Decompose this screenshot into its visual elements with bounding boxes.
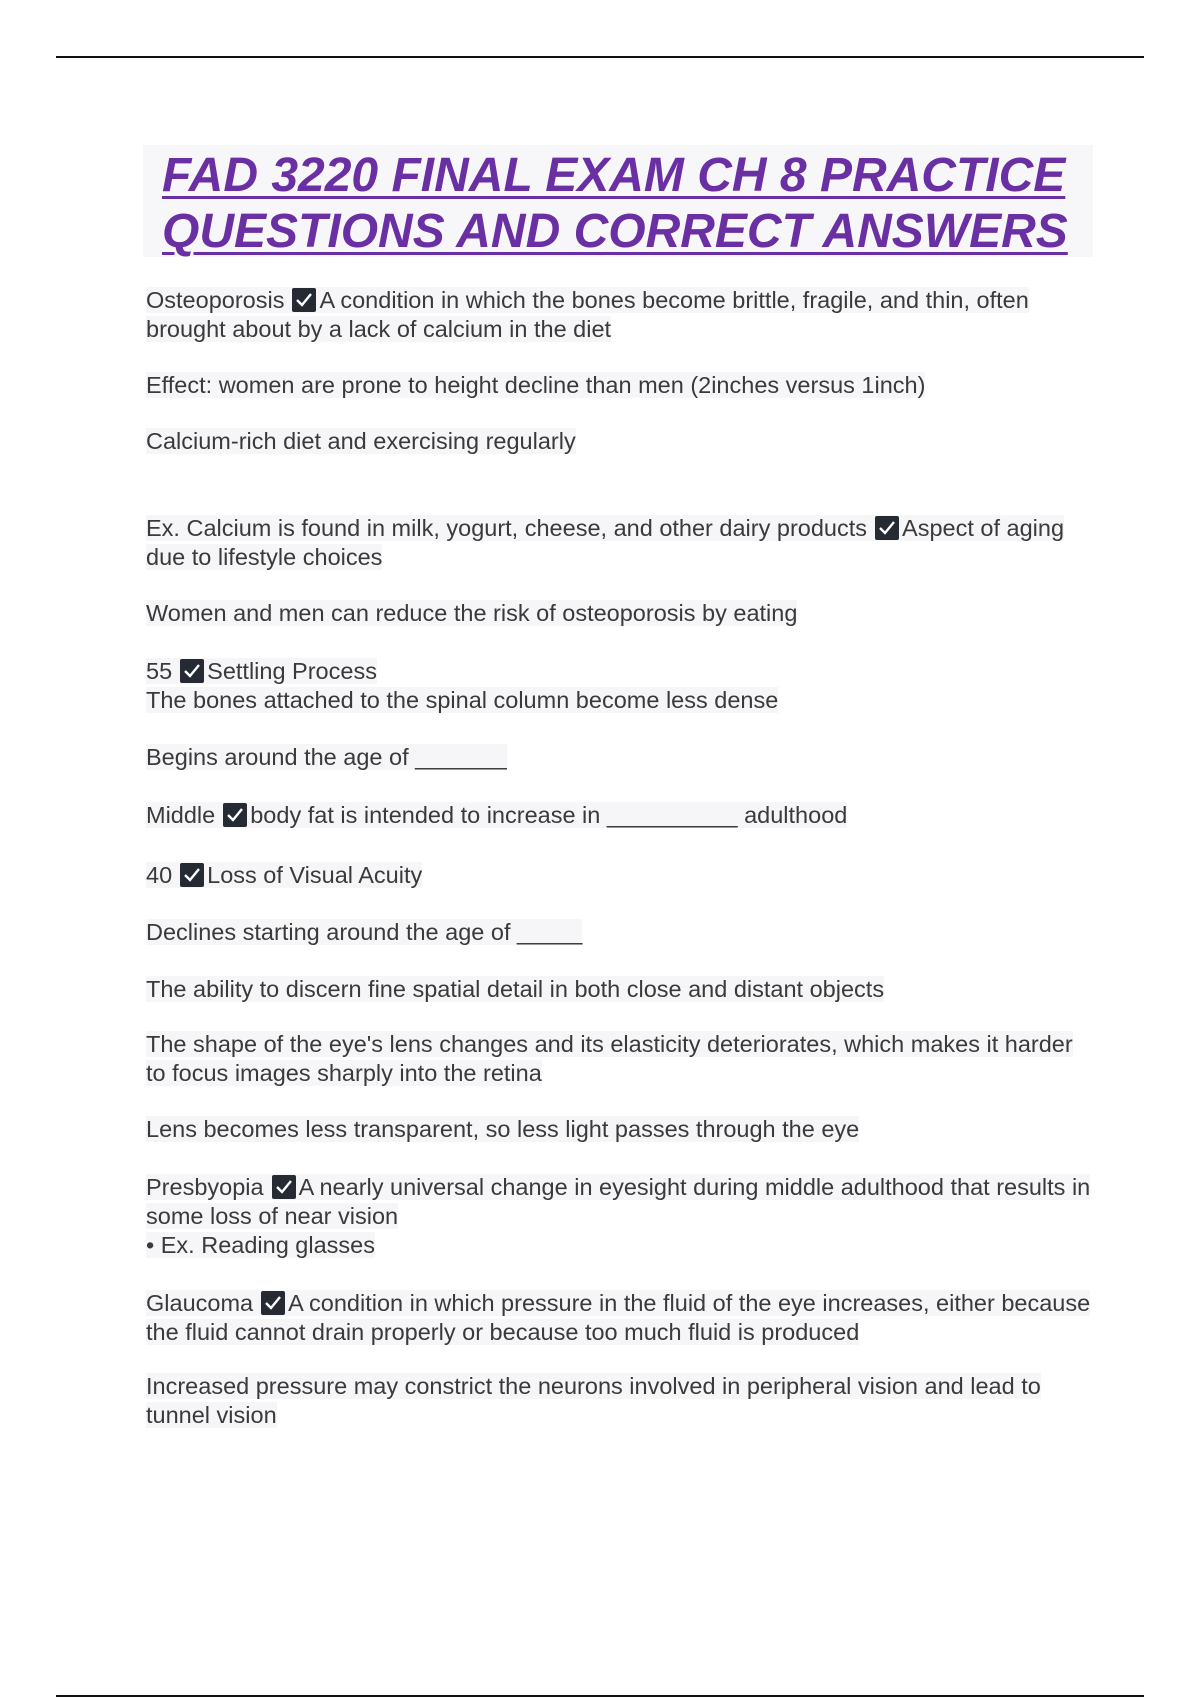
title-line-1: FAD 3220 FINAL EXAM CH 8 PRACTICE xyxy=(162,149,1066,202)
definition: A nearly universal change in eyesight during middle adulthood that results in some loss of near vision xyxy=(146,1174,1091,1229)
item-detail: The bones attached to the spinal column become less dense xyxy=(146,687,779,713)
checkmark-icon xyxy=(261,1291,285,1315)
qa-item-increased-pressure xyxy=(146,1372,1096,1430)
qa-item-lens-transparency xyxy=(146,1115,1096,1144)
qa-item-lens-shape xyxy=(146,1030,1096,1088)
term: Glaucoma xyxy=(146,1290,254,1316)
page-top-rule xyxy=(56,56,1144,58)
checkmark-icon xyxy=(180,863,204,887)
checkmark-icon xyxy=(272,1175,296,1199)
term: 55 xyxy=(146,658,173,684)
item-text: Declines starting around the age of _____ xyxy=(146,919,583,945)
item-text: Increased pressure may constrict the neurons involved in peripheral vision and lead to tunnel vision xyxy=(146,1373,1041,1428)
item-text: Lens becomes less transparent, so less light passes through the eye xyxy=(146,1116,860,1142)
term: Ex. Calcium is found in milk, yogurt, cheese, and other dairy products xyxy=(146,515,868,541)
item-detail: • Ex. Reading glasses xyxy=(146,1232,375,1258)
term: Presbyopia xyxy=(146,1174,264,1200)
checkmark-icon xyxy=(875,516,899,540)
document-title xyxy=(162,148,1092,260)
item-text: Begins around the age of _______ xyxy=(146,744,507,770)
qa-item-effect xyxy=(146,371,1096,400)
definition: A condition in which pressure in the fluid of the eye increases, either because the fluid cannot drain properly or because too much fluid is produced xyxy=(146,1290,1091,1345)
checkmark-icon xyxy=(223,803,247,827)
definition: Aspect of aging due to lifestyle choices xyxy=(146,515,1065,570)
qa-item-visual-acuity xyxy=(146,861,1096,890)
page-bottom-rule xyxy=(56,1695,1144,1697)
definition: A condition in which the bones become brittle, fragile, and thin, often brought about by a lack of calcium in the diet xyxy=(146,287,1029,342)
item-text: The shape of the eye's lens changes and its elasticity deteriorates, which makes it harder to focus images sharply into the retina xyxy=(146,1031,1073,1086)
item-text: Women and men can reduce the risk of osteoporosis by eating xyxy=(146,600,798,626)
definition: Settling Process xyxy=(207,658,377,684)
qa-item-begins-age xyxy=(146,743,1096,772)
qa-item-middle xyxy=(146,801,1096,830)
qa-item-calcium-example xyxy=(146,514,1096,572)
qa-item-presbyopia xyxy=(146,1173,1096,1260)
qa-item-calcium-diet xyxy=(146,427,1096,456)
item-text: Effect: women are prone to height decline than men (2inches versus 1inch) xyxy=(146,372,926,398)
qa-item-settling-process xyxy=(146,657,1096,715)
definition: body fat is intended to increase in __________ adulthood xyxy=(250,802,848,828)
qa-item-osteoporosis xyxy=(146,286,1096,344)
item-text: The ability to discern fine spatial detail in both close and distant objects xyxy=(146,976,885,1002)
title-line-2: QUESTIONS AND CORRECT ANSWERS xyxy=(162,205,1068,258)
qa-item-declines-age xyxy=(146,918,1096,947)
item-text: Calcium-rich diet and exercising regularly xyxy=(146,428,576,454)
term: Osteoporosis xyxy=(146,287,285,313)
qa-item-spatial-detail xyxy=(146,975,1096,1004)
checkmark-icon xyxy=(180,659,204,683)
term: Middle xyxy=(146,802,216,828)
qa-item-reduce-risk xyxy=(146,599,1096,628)
definition: Loss of Visual Acuity xyxy=(207,862,423,888)
qa-item-glaucoma xyxy=(146,1289,1096,1347)
term: 40 xyxy=(146,862,173,888)
checkmark-icon xyxy=(292,288,316,312)
